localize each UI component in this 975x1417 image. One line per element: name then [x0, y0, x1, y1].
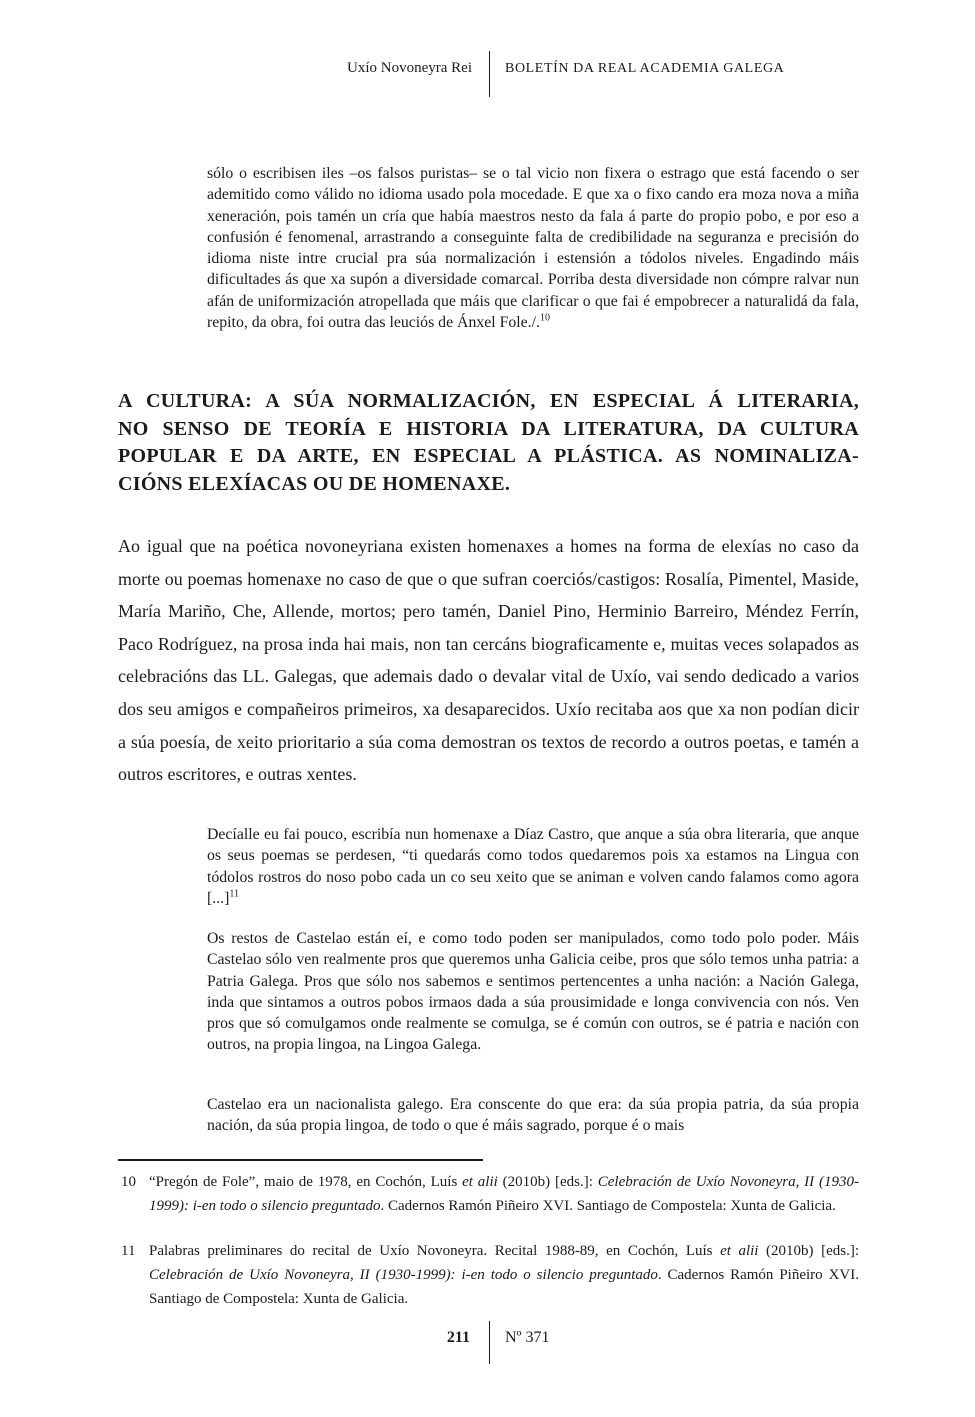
section-heading-line: NO SENSO DE TEORÍA E HISTORIA DA LITERATURA, DA CULTURA [118, 417, 859, 440]
section-heading [118, 388, 859, 498]
running-head-author: Uxío Novoneyra Rei [347, 60, 472, 76]
issue-number: Nº 371 [505, 1329, 550, 1346]
header-divider [489, 51, 490, 97]
footnote-10 [118, 1170, 859, 1218]
footnote-text: . Cadernos Ramón Piñeiro XVI. Santiago de Compostela: Xunta de Galicia. [149, 1267, 859, 1307]
section-heading-line: CIÓNS ELEXÍACAS OU DE HOMENAXE. [118, 472, 511, 495]
footnote-separator-rule [118, 1159, 483, 1161]
footnote-11 [118, 1239, 859, 1311]
footer-divider [489, 1321, 490, 1364]
blockquote-fole [207, 163, 859, 333]
blockquote-fole-text: sólo o escribisen iles –os falsos puristas– se o tal vicio non fixera o estrago que está facendo o ser ademitido como válido no idioma usado pola mocedade. E que xa o fixo cando era moza nova a miña xeneración, pois tamén un cría que había maestros nesto da fala á parte do propio pobo, e por eso a confusión é fenomenal, arrastrando a conseguinte falta de credibilidade na seguranza e precisión do idioma niste intre crucial pra súa normalización i estensión a tódolos niveles. Engadindo máis dificultades ás que xa supón a diversidade comarcal. Porriba desta diversidade non cómpre ralvar nun afán de uniformización atropellada que máis que clarificar o que fai é empobrecer a naturalidá da fala, repito, da obra, foi outra das leuciós de Ánxel Fole./. [207, 165, 859, 332]
body-paragraph: Ao igual que na poética novoneyriana existen homenaxes a homes na forma de elexías no caso da morte ou poemas homenaxe no caso de que o que sufran coerciós/castigos: Rosalía, Pimentel, Maside, María Mariño, Che, Allende, mortos; pero tamén, Daniel Pino, Herminio Barreiro, Méndez Ferrín, Paco Rodríguez, na prosa inda hai mais, non tan cercáns biograficamente e, muitas veces solapados as celebracións das LL. Galegas, que ademais dado o devalar vital de Uxío, vai sendo dedicado a varios dos seu amigos e compañeiros primeiros, xa desaparecidos. Uxío recitaba aos que xa non podían dicir a súa poesía, de xeito prioritario a súa coma demostran os textos de recordo a outros poetas, e tamén a outros escritores, e outras xentes. [118, 536, 859, 785]
blockquote-diaz-castro-text: Decíalle eu fai pouco, escribía nun homenaxe a Díaz Castro, que anque a súa obra literaria, que anque os seus poemas se perdesen, “ti quedarás como todos quedaremos pois xa estamos na Lingua con tódolos rostros do noso pobo cada un co seu xeito que se animan e volven cando falamos como agora [...] [207, 826, 859, 907]
blockquote-diaz-castro [207, 824, 859, 909]
section-heading-line: A CULTURA: A SÚA NORMALIZACIÓN, EN ESPECIAL Á LITERARIA, [118, 390, 859, 412]
section-heading-line: POPULAR E DA ARTE, EN ESPECIAL A PLÁSTICA. AS NOMINALIZA- [118, 445, 859, 467]
blockquote-castelao-2: Castelao era un nacionalista galego. Era conscente do que era: da súa propia patria, da súa propia nación, da súa propia lingoa, de todo o que é máis sagrado, porque é o mais [207, 1096, 859, 1135]
footnote-text: . Cadernos Ramón Piñeiro XVI. Santiago de Compostela: Xunta de Galicia. [380, 1198, 836, 1214]
footnote-text-italic: et alii [462, 1174, 498, 1190]
blockquote-castelao: Os restos de Castelao están eí, e como todo poden ser manipulados, como todo polo poder. Máis Castelao sólo ven realmente pros que queremos unha Galicia ceibe, pros que sólo temos unha patria: a Patria Galega. Pros que sólo nos sabemos e sentimos pertencentes a unha nación: a Nación Galega, inda que sintamos a outros pobos irmaos dada a súa prousimidade e longa convivencia con nós. Ven pros que só comulgamos onde realmente se comulga, se é común con outros, se é patria e nación con outros, na propia lingoa, na Lingoa Galega. [207, 930, 859, 1054]
footnote-number: 11 [121, 1243, 136, 1259]
footnote-text-italic: et alii [720, 1243, 759, 1259]
footnote-title-italic: Celebración de Uxío Novoneyra, II (1930-1999): i-en todo o silencio preguntado [149, 1267, 658, 1283]
footnote-text: (2010b) [eds.]: [758, 1243, 859, 1259]
footnote-text: Palabras preliminares do recital de Uxío Novoneyra. Recital 1988-89, en Cochón, Luís [149, 1243, 721, 1259]
page-number: 211 [446, 1329, 470, 1346]
footnote-text: (2010b) [eds.]: [497, 1174, 598, 1190]
running-head-journal: BOLETÍN DA REAL ACADEMIA GALEGA [505, 61, 785, 76]
footnote-text: “Pregón de Fole”, maio de 1978, en Cochón, Luís [149, 1174, 463, 1190]
footnote-number: 10 [121, 1174, 136, 1190]
footnote-title-italic: Celebración de Uxío Novoneyra, II (1930-1999): i-en todo o silencio preguntado [149, 1174, 860, 1214]
footnote-ref-10: 10 [539, 312, 550, 324]
footnote-ref-11: 11 [229, 888, 240, 900]
